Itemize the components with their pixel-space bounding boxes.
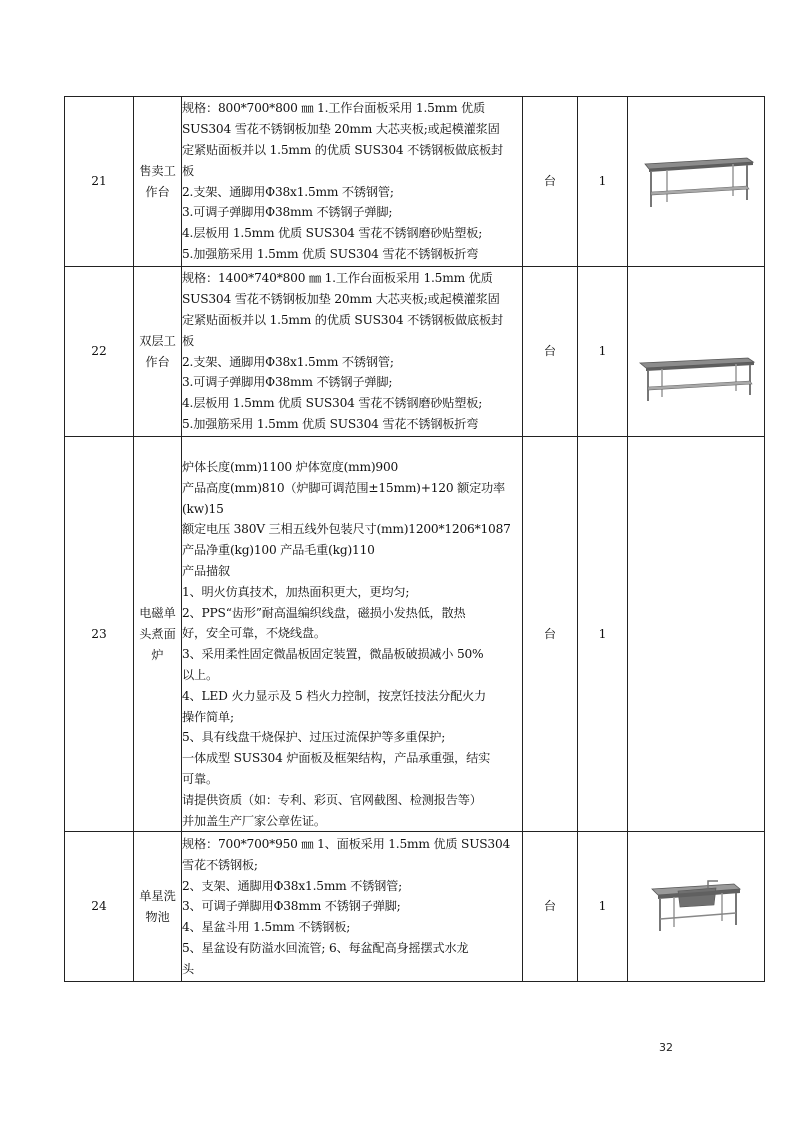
item-unit: 台 (523, 437, 578, 832)
item-unit: 台 (523, 267, 578, 437)
table-row (65, 437, 765, 832)
row-number: 23 (65, 437, 134, 832)
page-number: 32 (659, 1041, 673, 1054)
row-number: 21 (65, 97, 134, 267)
equipment-spec-table (64, 96, 765, 982)
item-quantity: 1 (578, 437, 628, 832)
workbench-image (628, 97, 765, 267)
row-number: 24 (65, 832, 134, 982)
item-quantity: 1 (578, 832, 628, 982)
item-name: 电磁单 头煮面 炉 (134, 437, 182, 832)
sink-image (628, 832, 765, 982)
item-spec: 炉体长度(mm)1100 炉体宽度(mm)900 产品高度(mm)810（炉脚可调范围±15mm)+120 额定功率 (kw)15 额定电压 380V 三相五线外包装尺寸(mm)1200*1206*1087 产品净重(kg)100 产品毛重(kg)110 产品描叙 1、明火仿真技术，加热面积更大，更均匀; 2、PPS“齿形”耐高温编织线盘，磁损小发热低，散热 好，安全可靠，不烧线盘。 3、采用柔性固定微晶板固定装置，微晶板破损减小 50% 以上。 4、LED 火力显示及 5 档火力控制，按烹饪技法分配火力 操作简单; 5、具有线盘干烧保护、过压过流保护等多重保护; 一体成型 SUS304 炉面板及框架结构，产品承重强，结实 可靠。 请提供资质（如：专利、彩页、官网截图、检测报告等） 并加盖生产厂家公章佐证。 (182, 437, 523, 832)
item-quantity: 1 (578, 267, 628, 437)
item-spec: 规格：700*700*950 ㎜ 1、面板采用 1.5mm 优质 SUS304 雪花不锈钢板; 2、支架、通脚用Φ38x1.5mm 不锈钢管; 3、可调子弹脚用Φ38mm 不锈钢子弹脚; 4、星盆斗用 1.5mm 不锈钢板; 5、星盆设有防溢水回流管; 6、每盆配高身摇摆式水龙 头 (182, 832, 523, 982)
item-name: 单星洗 物池 (134, 832, 182, 982)
item-name: 双层工 作台 (134, 267, 182, 437)
item-spec: 规格：800*700*800 ㎜ 1.工作台面板采用 1.5mm 优质 SUS304 雪花不锈钢板加垫 20mm 大芯夹板;或起模灌浆固 定紧贴面板并以 1.5mm 的优质 SUS304 不锈钢板做底板封 板 2.支架、通脚用Φ38x1.5mm 不锈钢管; 3.可调子弹脚用Φ38mm 不锈钢子弹脚; 4.层板用 1.5mm 优质 SUS304 雪花不锈钢磨砂贴塑板; 5.加强筋采用 1.5mm 优质 SUS304 雪花不锈钢板折弯 (182, 97, 523, 267)
empty-image-cell (628, 437, 765, 832)
table-row (65, 267, 765, 437)
item-unit: 台 (523, 97, 578, 267)
item-spec: 规格：1400*740*800 ㎜ 1.工作台面板采用 1.5mm 优质 SUS304 雪花不锈钢板加垫 20mm 大芯夹板;或起模灌浆固 定紧贴面板并以 1.5mm 的优质 SUS304 不锈钢板做底板封 板 2.支架、通脚用Φ38x1.5mm 不锈钢管; 3.可调子弹脚用Φ38mm 不锈钢子弹脚; 4.层板用 1.5mm 优质 SUS304 雪花不锈钢磨砂贴塑板; 5.加强筋采用 1.5mm 优质 SUS304 雪花不锈钢板折弯 (182, 267, 523, 437)
row-number: 22 (65, 267, 134, 437)
item-unit: 台 (523, 832, 578, 982)
table-row (65, 97, 765, 267)
item-name: 售卖工 作台 (134, 97, 182, 267)
workbench-image (628, 267, 765, 437)
table-row (65, 832, 765, 982)
item-quantity: 1 (578, 97, 628, 267)
